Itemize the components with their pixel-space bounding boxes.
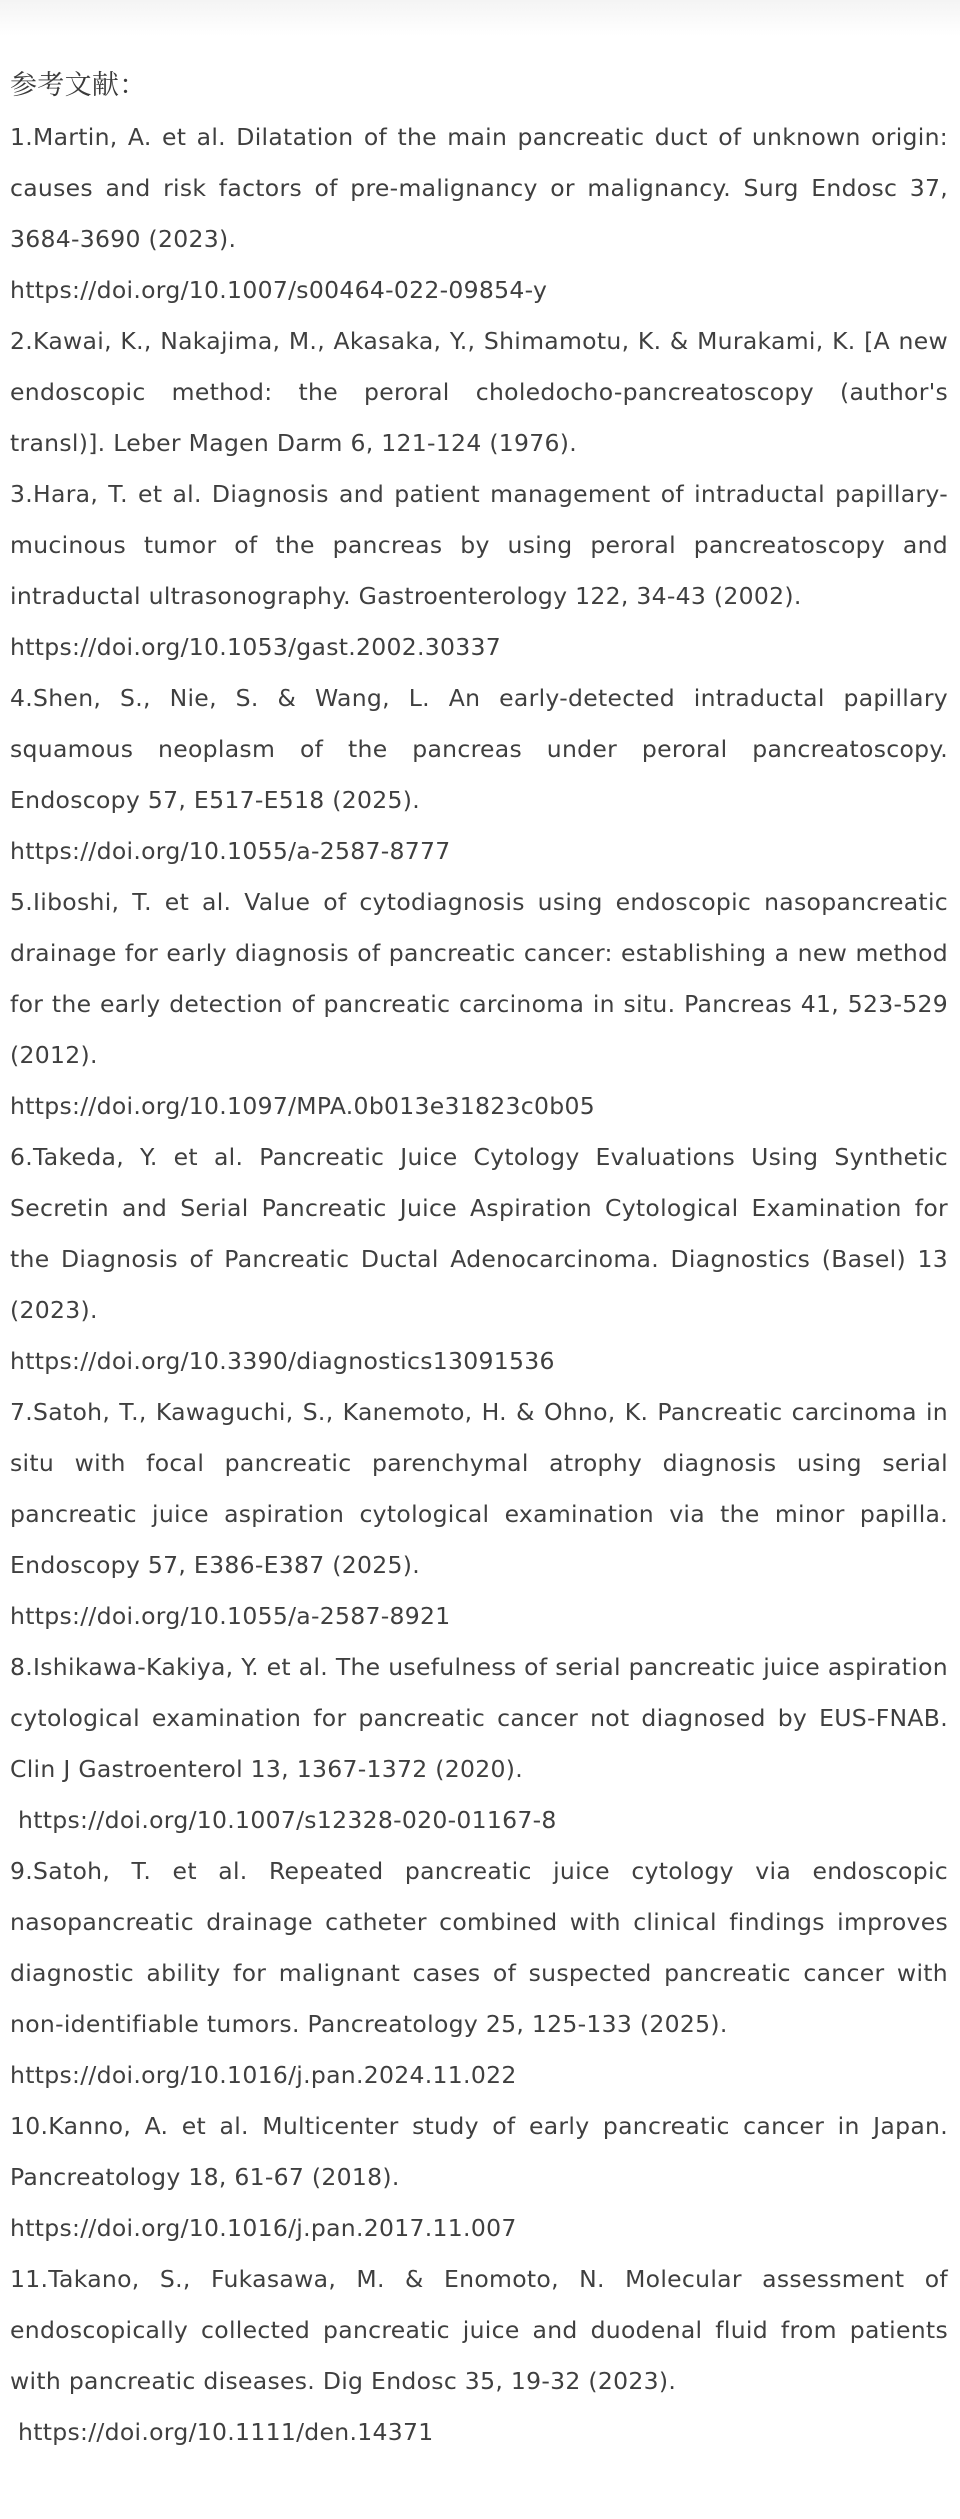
reference-6: 6.Takeda, Y. et al. Pancreatic Juice Cytology Evaluations Using Synthetic Secretin and Serial Pancreatic Juice Aspiration Cytological Examination for the Diagnosis of Pancreatic Ductal Adenocarcinoma. Diagnostics (Basel) 13 (2023). [10, 1143, 948, 1324]
reference-7-doi-link[interactable]: https://doi.org/10.1055/a-2587-8921 [10, 1602, 451, 1630]
reference-9-doi-link[interactable]: https://doi.org/10.1016/j.pan.2024.11.022 [10, 2061, 517, 2089]
reference-4: 4.Shen, S., Nie, S. & Wang, L. An early-detected intraductal papillary squamous neoplasm of the pancreas under peroral pancreatoscopy. Endoscopy 57, E517-E518 (2025). [10, 684, 948, 814]
reference-3-doi-link[interactable]: https://doi.org/10.1053/gast.2002.30337 [10, 633, 502, 661]
reference-5-doi-link[interactable]: https://doi.org/10.1097/MPA.0b013e31823c0b05 [10, 1092, 595, 1120]
reference-8: 8.Ishikawa-Kakiya, Y. et al. The usefulness of serial pancreatic juice aspiration cytological examination for pancreatic cancer not diagnosed by EUS-FNAB. Clin J Gastroenterol 13, 1367-1372 (2020). [10, 1653, 948, 1783]
references-heading: 参考文献： [10, 70, 147, 101]
reference-4-doi-link[interactable]: https://doi.org/10.1055/a-2587-8777 [10, 837, 451, 865]
reference-9: 9.Satoh, T. et al. Repeated pancreatic juice cytology via endoscopic nasopancreatic drainage catheter combined with clinical findings improves diagnostic ability for malignant cases of suspected pancreatic cancer with non-identifiable tumors. Pancreatology 25, 125-133 (2025). [10, 1857, 948, 2038]
reference-10-doi-link[interactable]: https://doi.org/10.1016/j.pan.2017.11.007 [10, 2214, 517, 2242]
reference-11: 11.Takano, S., Fukasawa, M. & Enomoto, N. Molecular assessment of endoscopically collected pancreatic juice and duodenal fluid from patients with pancreatic diseases. Dig Endosc 35, 19-32 (2023). [10, 2265, 948, 2395]
top-shade [0, 0, 960, 36]
reference-6-doi-link[interactable]: https://doi.org/10.3390/diagnostics13091536 [10, 1347, 555, 1375]
reference-1-doi-link[interactable]: https://doi.org/10.1007/s00464-022-09854-y [10, 276, 548, 304]
reference-8-doi-link[interactable]: https://doi.org/10.1007/s12328-020-01167-8 [18, 1806, 557, 1834]
references-section [10, 60, 948, 2458]
reference-11-doi-link[interactable]: https://doi.org/10.1111/den.14371 [18, 2418, 434, 2446]
reference-1: 1.Martin, A. et al. Dilatation of the main pancreatic duct of unknown origin: causes and risk factors of pre-malignancy or malignancy. Surg Endosc 37, 3684-3690 (2023). [10, 123, 948, 253]
reference-2: 2.Kawai, K., Nakajima, M., Akasaka, Y., Shimamotu, K. & Murakami, K. [A new endoscopic method: the peroral choledocho-pancreatoscopy (author's transl)]. Leber Magen Darm 6, 121-124 (1976). [10, 327, 948, 457]
reference-5: 5.Iiboshi, T. et al. Value of cytodiagnosis using endoscopic nasopancreatic drainage for early diagnosis of pancreatic cancer: establishing a new method for the early detection of pancreatic carcinoma in situ. Pancreas 41, 523-529 (2012). [10, 888, 948, 1069]
reference-3: 3.Hara, T. et al. Diagnosis and patient management of intraductal papillary-mucinous tumor of the pancreas by using peroral pancreatoscopy and intraductal ultrasonography. Gastroenterology 122, 34-43 (2002). [10, 480, 948, 610]
reference-10: 10.Kanno, A. et al. Multicenter study of early pancreatic cancer in Japan. Pancreatology 18, 61-67 (2018). [10, 2112, 948, 2191]
reference-7: 7.Satoh, T., Kawaguchi, S., Kanemoto, H. & Ohno, K. Pancreatic carcinoma in situ with focal pancreatic parenchymal atrophy diagnosis using serial pancreatic juice aspiration cytological examination via the minor papilla. Endoscopy 57, E386-E387 (2025). [10, 1398, 948, 1579]
